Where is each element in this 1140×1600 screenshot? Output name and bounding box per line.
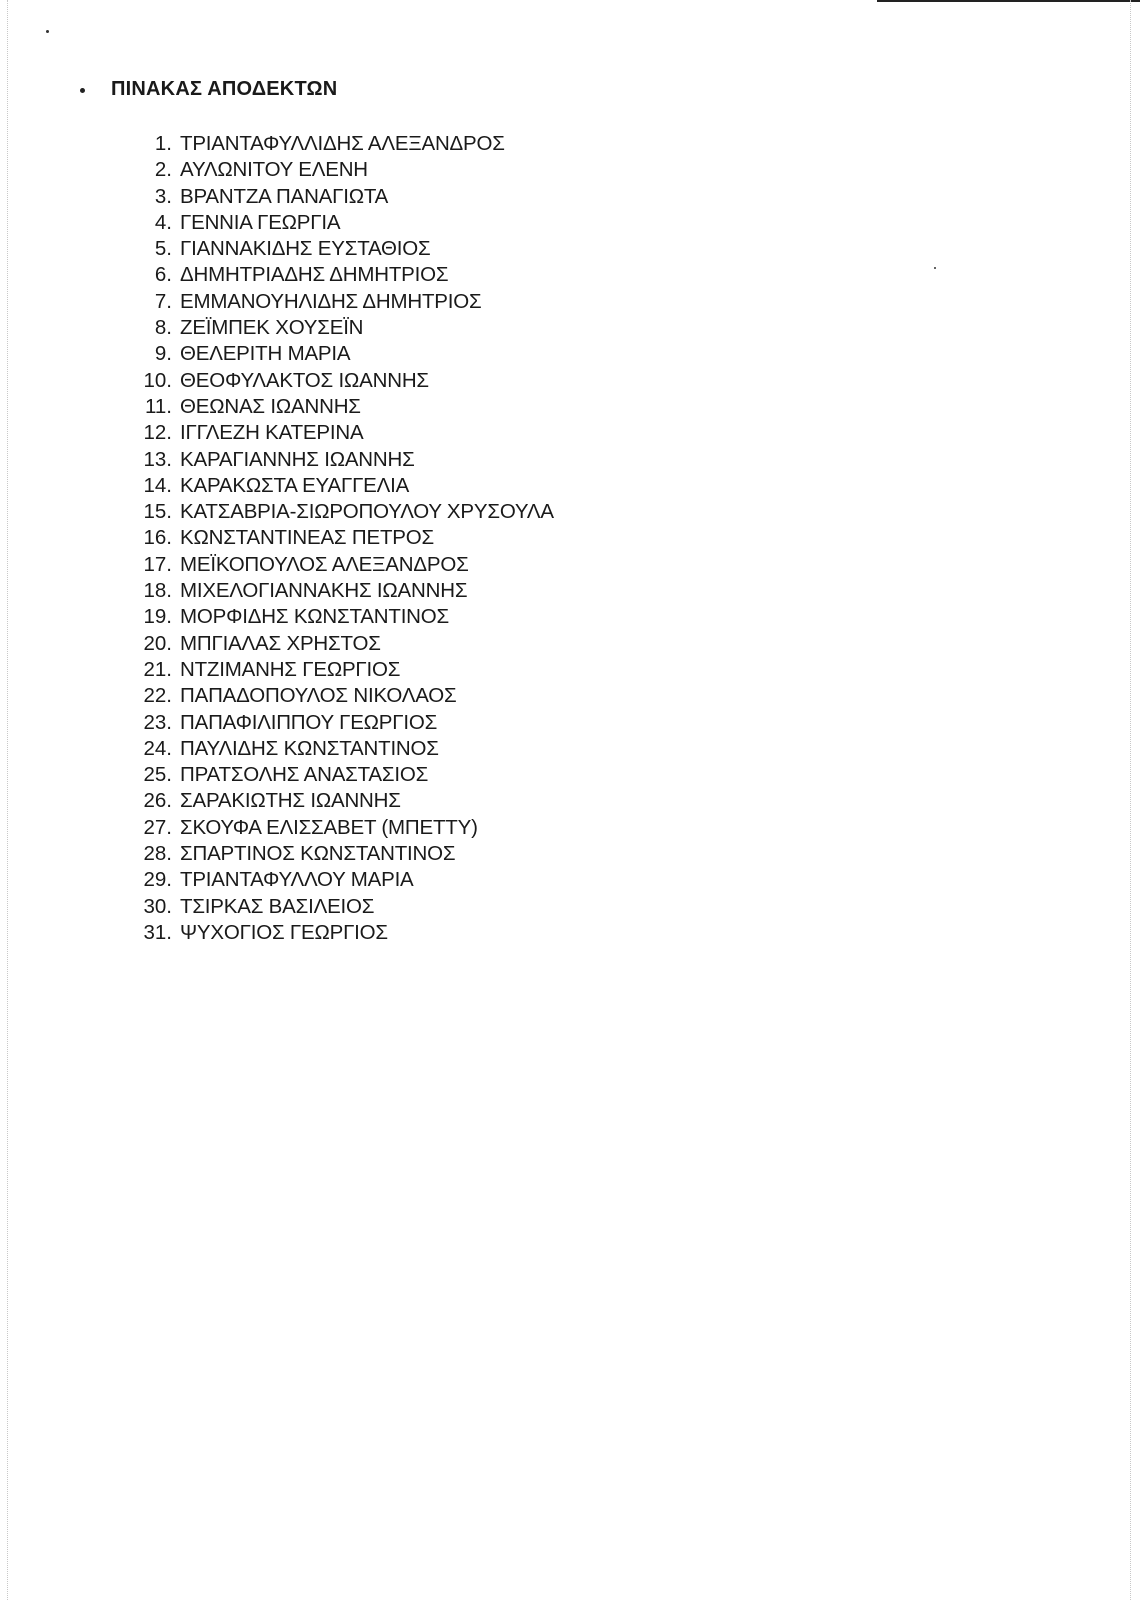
recipient-name: ΜΟΡΦΙΔΗΣ ΚΩΝΣΤΑΝΤΙΝΟΣ <box>180 605 450 629</box>
recipient-name: ΤΡΙΑΝΤΑΦΥΛΛΟΥ ΜΑΡΙΑ <box>180 868 414 892</box>
recipient-name: ΠΑΥΛΙΔΗΣ ΚΩΝΣΤΑΝΤΙΝΟΣ <box>180 736 439 760</box>
list-item <box>128 578 554 604</box>
recipient-name: ΘΕΟΦΥΛΑΚΤΟΣ ΙΩΑΝΝΗΣ <box>180 368 429 392</box>
scan-speck <box>46 30 49 33</box>
recipient-name: ΒΡΑΝΤΖΑ ΠΑΝΑΓΙΩΤΑ <box>180 184 389 208</box>
recipient-name: ΕΜΜΑΝΟΥΗΛΙΔΗΣ ΔΗΜΗΤΡΙΟΣ <box>180 289 482 313</box>
list-item <box>128 815 554 841</box>
scan-speck <box>934 267 936 269</box>
list-item <box>128 867 554 893</box>
recipient-number: 8. <box>154 316 172 340</box>
list-item <box>128 788 554 814</box>
list-item <box>128 210 554 236</box>
scan-left-edge <box>7 0 8 1600</box>
list-item <box>128 131 554 157</box>
recipient-number: 23. <box>143 710 172 734</box>
list-item <box>128 447 554 473</box>
list-item <box>128 894 554 920</box>
list-item <box>128 420 554 446</box>
recipient-name: ΝΤΖΙΜΑΝΗΣ ΓΕΩΡΓΙΟΣ <box>180 657 401 681</box>
recipient-number: 12. <box>143 421 172 445</box>
list-item <box>128 499 554 525</box>
list-item <box>128 710 554 736</box>
recipient-name: ΤΣΙΡΚΑΣ ΒΑΣΙΛΕΙΟΣ <box>180 894 375 918</box>
recipient-name: ΔΗΜΗΤΡΙΑΔΗΣ ΔΗΜΗΤΡΙΟΣ <box>180 263 449 287</box>
recipient-name: ΜΕΪΚΟΠΟΥΛΟΣ ΑΛΕΞΑΝΔΡΟΣ <box>180 552 469 576</box>
recipient-number: 20. <box>143 631 172 655</box>
list-item <box>128 262 554 288</box>
recipient-number: 21. <box>143 657 172 681</box>
recipient-number: 25. <box>143 763 172 787</box>
recipient-name: ΜΙΧΕΛΟΓΙΑΝΝΑΚΗΣ ΙΩΑΝΝΗΣ <box>180 579 468 603</box>
list-item <box>128 736 554 762</box>
list-item <box>128 525 554 551</box>
list-item <box>128 368 554 394</box>
scan-top-rule <box>877 0 1140 2</box>
recipient-name: ΓΙΑΝΝΑΚΙΔΗΣ ΕΥΣΤΑΘΙΟΣ <box>180 237 431 261</box>
list-item <box>128 289 554 315</box>
recipient-name: ΜΠΓΙΑΛΑΣ ΧΡΗΣΤΟΣ <box>180 631 381 655</box>
recipient-number: 6. <box>154 263 172 287</box>
list-item <box>128 657 554 683</box>
recipient-number: 1. <box>154 132 172 155</box>
recipient-number: 7. <box>154 289 172 313</box>
page-title: ΠΙΝΑΚΑΣ ΑΠΟΔΕΚΤΩΝ <box>111 78 338 100</box>
recipient-number: 11. <box>145 394 172 418</box>
recipient-name: ΘΕΩΝΑΣ ΙΩΑΝΝΗΣ <box>180 394 361 418</box>
recipient-number: 18. <box>143 579 172 603</box>
recipient-name: ΠΑΠΑΦΙΛΙΠΠΟΥ ΓΕΩΡΓΙΟΣ <box>180 710 438 734</box>
list-item <box>128 184 554 210</box>
list-item <box>128 631 554 657</box>
recipient-number: 15. <box>143 500 172 524</box>
list-item <box>128 920 554 946</box>
list-item <box>128 552 554 578</box>
recipient-number: 31. <box>143 920 172 944</box>
recipient-number: 10. <box>143 368 172 392</box>
recipient-name: ΙΓΓΛΕΖΗ ΚΑΤΕΡΙΝΑ <box>180 421 364 445</box>
recipient-number: 16. <box>143 526 172 550</box>
recipient-name: ΨΥΧΟΓΙΟΣ ΓΕΩΡΓΙΟΣ <box>180 920 388 944</box>
recipient-number: 29. <box>143 868 172 892</box>
list-item <box>128 236 554 262</box>
recipient-number: 24. <box>143 736 172 760</box>
recipient-name: ΣΚΟΥΦΑ ΕΛΙΣΣΑΒΕΤ (ΜΠΕΤΤΥ) <box>180 815 478 839</box>
recipient-number: 13. <box>143 447 172 471</box>
recipient-list <box>128 131 554 946</box>
list-item <box>128 315 554 341</box>
recipient-number: 22. <box>143 684 172 708</box>
recipient-number: 19. <box>143 605 172 629</box>
list-item <box>128 394 554 420</box>
list-item <box>128 604 554 630</box>
recipient-number: 30. <box>143 894 172 918</box>
recipient-number: 26. <box>143 789 172 813</box>
recipient-number: 2. <box>154 158 172 182</box>
scan-right-edge <box>1130 0 1131 1600</box>
recipient-number: 3. <box>154 184 172 208</box>
list-item <box>128 341 554 367</box>
recipient-name: ΘΕΛΕΡΙΤΗ ΜΑΡΙΑ <box>180 342 351 366</box>
bullet-icon <box>80 88 85 93</box>
recipient-name: ΣΠΑΡΤΙΝΟΣ ΚΩΝΣΤΑΝΤΙΝΟΣ <box>180 842 456 866</box>
recipient-number: 17. <box>143 552 172 576</box>
recipient-name: ΚΑΤΣΑΒΡΙΑ-ΣΙΩΡΟΠΟΥΛΟΥ ΧΡΥΣΟΥΛΑ <box>180 500 554 524</box>
recipient-name: ΑΥΛΩΝΙΤΟΥ ΕΛΕΝΗ <box>180 158 368 182</box>
recipient-name: ΖΕΪΜΠΕΚ ΧΟΥΣΕΪΝ <box>180 316 364 340</box>
recipient-name: ΚΑΡΑΚΩΣΤΑ ΕΥΑΓΓΕΛΙΑ <box>180 473 410 497</box>
list-item <box>128 683 554 709</box>
document-header <box>80 78 337 101</box>
list-item <box>128 473 554 499</box>
recipient-name: ΠΑΠΑΔΟΠΟΥΛΟΣ ΝΙΚΟΛΑΟΣ <box>180 684 457 708</box>
recipient-number: 5. <box>154 237 172 261</box>
recipient-name: ΣΑΡΑΚΙΩΤΗΣ ΙΩΑΝΝΗΣ <box>180 789 401 813</box>
recipient-name: ΠΡΑΤΣΟΛΗΣ ΑΝΑΣΤΑΣΙΟΣ <box>180 763 429 787</box>
recipient-number: 28. <box>143 842 172 866</box>
recipient-name: ΚΑΡΑΓΙΑΝΝΗΣ ΙΩΑΝΝΗΣ <box>180 447 415 471</box>
recipient-name: ΓΕΝΝΙΑ ΓΕΩΡΓΙΑ <box>180 210 341 234</box>
recipient-number: 27. <box>143 815 172 839</box>
recipient-name: ΚΩΝΣΤΑΝΤΙΝΕΑΣ ΠΕΤΡΟΣ <box>180 526 434 550</box>
list-item <box>128 841 554 867</box>
recipient-number: 9. <box>154 342 172 366</box>
recipient-name: ΤΡΙΑΝΤΑΦΥΛΛΙΔΗΣ ΑΛΕΞΑΝΔΡΟΣ <box>180 132 505 155</box>
list-item <box>128 157 554 183</box>
recipient-number: 14. <box>143 473 172 497</box>
list-item <box>128 762 554 788</box>
recipient-number: 4. <box>154 210 172 234</box>
